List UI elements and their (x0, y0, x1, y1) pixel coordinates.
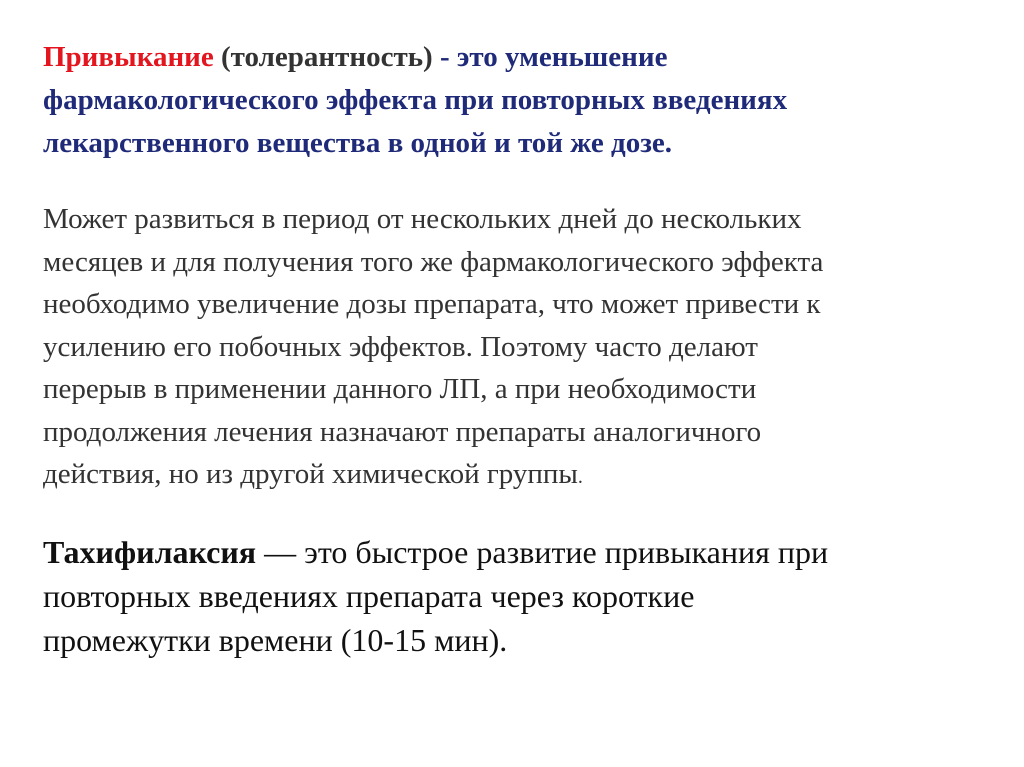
paragraph-line: продолжения лечения назначают препараты аналогичного (43, 415, 762, 448)
paragraph-line: усилению его побочных эффектов. Поэтому часто делают (43, 330, 758, 363)
tachyphylaxis-line-1 (43, 530, 988, 574)
tachyphylaxis-line-2: повторных введениях препарата через короткие (43, 578, 695, 614)
definition-term-parenthetical: (толерантность) (221, 41, 433, 73)
explanation-paragraph (43, 198, 988, 499)
paragraph-line: необходимо увеличение дозы препарата, что может привести к (43, 288, 821, 320)
paragraph-line: Может развиться в период от нескольких дней до нескольких (43, 203, 802, 235)
definition-line-1 (43, 36, 988, 79)
definition-line-3: лекарственного вещества в одной и той же дозе. (43, 127, 672, 159)
definition-line-2: фармакологического эффекта при повторных введениях (43, 84, 788, 116)
definition-intro: - это уменьшение (439, 41, 668, 73)
paragraph-line-text: действия, но из другой химической группы (43, 458, 578, 490)
definition-block (43, 36, 988, 165)
paragraph-line: перерыв в применении данного ЛП, а при необходимости (43, 373, 757, 405)
tachyphylaxis-definition-start: — это быстрое развитие привыкания при (256, 534, 829, 570)
definition-term: Привыкание (43, 41, 214, 73)
paragraph-last-line (43, 453, 988, 499)
tachyphylaxis-block (43, 530, 988, 662)
paragraph-line: месяцев и для получения того же фармакологического эффекта (43, 245, 824, 278)
paragraph-final-period: . (577, 466, 583, 488)
tachyphylaxis-term: Тахифилаксия (43, 534, 257, 570)
tachyphylaxis-line-3: промежутки времени (10-15 мин). (43, 622, 508, 658)
